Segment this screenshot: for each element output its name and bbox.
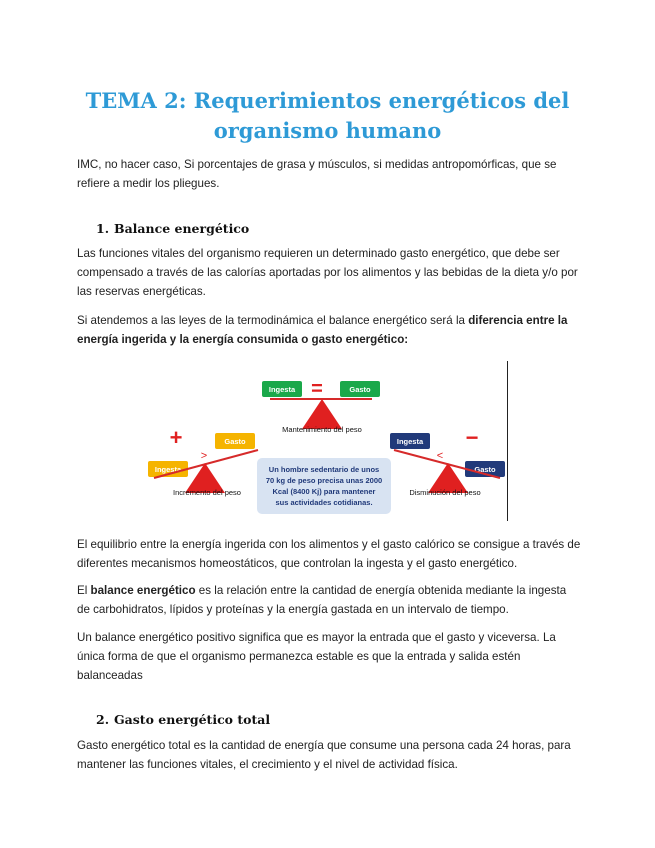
section-1-paragraph-5: Un balance energético positivo significa que es mayor la entrada que el gasto y viceversa. La única forma de que el organismo permanezca estable es que la entrada y salida estén balanceadas	[77, 631, 556, 682]
left-caption: Incremento del peso	[173, 488, 241, 497]
section-2-paragraph-1: Gasto energético total es la cantidad de energía que consume una persona cada 24 horas, para mantener las funciones vitales, el crecimiento y el nivel de actividad física.	[77, 739, 571, 771]
greater-than-sign: >	[200, 450, 208, 462]
p4-lead: El	[77, 584, 91, 597]
section-1-number: 1.	[96, 221, 110, 236]
center-ingesta-label: Ingesta	[268, 385, 296, 394]
center-caption: Mantenimiento del peso	[282, 425, 362, 434]
p2-lead: Si atendemos a las leyes de la termodinámica el balance energético será la	[77, 314, 469, 327]
left-ingesta-label: Ingesta	[154, 465, 182, 474]
section-2-number: 2.	[96, 712, 110, 727]
left-gasto-label: Gasto	[224, 437, 246, 446]
section-1-paragraph-4	[77, 581, 582, 619]
less-than-sign: <	[436, 450, 444, 462]
p4-bold: balance energético	[90, 584, 196, 597]
note-line-1: Un hombre sedentario de unos	[268, 465, 380, 474]
energy-balance-figure	[140, 357, 515, 522]
equals-sign: =	[311, 378, 323, 400]
right-ingesta-label: Ingesta	[396, 437, 424, 446]
right-gasto-label: Gasto	[474, 465, 496, 474]
minus-sign: −	[465, 425, 479, 450]
section-1-paragraph-3: El equilibrio entre la energía ingerida con los alimentos y el gasto calórico se consigue a través de diferentes mecanismos homeostáticos, que controlan la ingesta y el gasto energético.	[77, 538, 581, 570]
section-2-title: Gasto energético total	[114, 712, 271, 727]
center-gasto-label: Gasto	[349, 385, 371, 394]
note-line-2: 70 kg de peso precisa unas 2000	[265, 476, 383, 485]
figure-divider-line	[507, 361, 508, 521]
p4-rest: es la relación entre la cantidad de energía obtenida mediante la ingesta de carbohidratos, lípidos y proteínas y la energía gastada en un intervalo de tiempo.	[77, 584, 567, 616]
section-1-paragraph-1: Las funciones vitales del organismo requieren un determinado gasto energético, que debe ser compensado a través de las calorías aportadas por los alimentos y las bebidas de la dieta y/o por las reservas energéticas.	[77, 247, 578, 298]
page-title	[60, 86, 595, 146]
p2-bold: diferencia entre la energía ingerida y la energía consumida o gasto energético:	[77, 314, 568, 346]
note-line-3: Kcal (8400 Kj) para mantener	[272, 487, 376, 496]
note-line-4: sus actividades cotidianas.	[275, 498, 373, 507]
intro-paragraph: IMC, no hacer caso, Si porcentajes de grasa y músculos, si medidas antropomórficas, que se refiere a medir los pliegues.	[77, 158, 557, 190]
section-2-heading	[96, 711, 270, 729]
title-line-1: TEMA 2: Requerimientos energéticos del	[85, 88, 570, 113]
plus-sign: +	[169, 425, 183, 450]
title-line-2: organismo humano	[213, 118, 442, 143]
right-caption: Disminución del peso	[409, 488, 481, 497]
section-1-heading	[96, 220, 249, 238]
section-1-paragraph-2	[77, 311, 582, 349]
section-1-title: Balance energético	[114, 221, 250, 236]
